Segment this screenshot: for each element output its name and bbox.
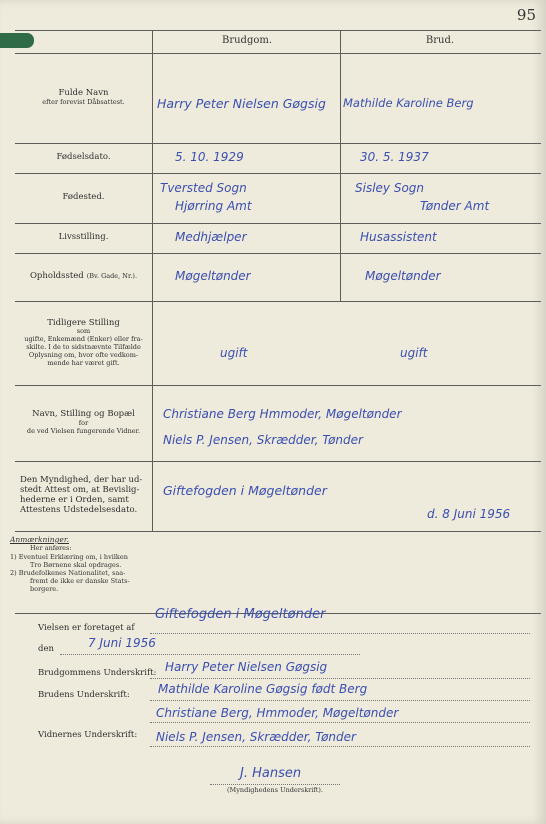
groom-signature-label: Brudgommens Underskrift: xyxy=(38,668,157,678)
ceremony-label: Vielsen er foretaget af xyxy=(38,623,135,633)
bride-birthplace-parish: Sisley Sogn xyxy=(355,181,425,195)
witness-line-2: Niels P. Jensen, Skrædder, Tønder xyxy=(163,433,363,447)
witness-signature-2: Niels P. Jensen, Skrædder, Tønder xyxy=(156,730,356,744)
label-residence: Opholdssted (Bv. Gade, Nr.). xyxy=(29,271,138,282)
bride-birthplace-county: Tønder Amt xyxy=(420,199,490,213)
bride-residence: Møgeltønder xyxy=(365,269,441,283)
label-previous-status: Tidligere Stilling som ugifte, Enkemænd (Enker) eller fra- skilte. I de to sidstnævnte Tilfælde Oplysning om, hvor ofte vedkom- mende har været gift. xyxy=(24,317,143,367)
groom-full-name: Harry Peter Nielsen Gøgsig xyxy=(157,96,326,111)
page-number: 95 xyxy=(516,6,536,24)
label-authority: Den Myndighed, der har ud- stedt Attest om, at Bevislig- hederne er i Orden, samt Attestens Udstedelsesdato. xyxy=(20,475,143,515)
column-header-bride: Brud. xyxy=(425,35,455,46)
groom-previous-status: ugift xyxy=(220,346,248,360)
witness-line-1: Christiane Berg Hmmoder, Møgeltønder xyxy=(163,407,402,421)
label-occupation: Livsstilling. xyxy=(58,232,109,243)
label-birth-date: Fødselsdato. xyxy=(56,152,111,163)
groom-birth-date: 5. 10. 1929 xyxy=(175,150,244,164)
bride-signature-label: Brudens Underskrift: xyxy=(38,690,130,700)
authority-text: Giftefogden i Møgeltønder xyxy=(163,483,327,498)
column-header-groom: Brudgom. xyxy=(221,35,273,46)
label-birthplace: Fødested. xyxy=(62,192,105,203)
groom-signature: Harry Peter Nielsen Gøgsig xyxy=(165,660,328,674)
groom-birthplace-parish: Tversted Sogn xyxy=(160,181,247,195)
ceremony-value: Giftefogden i Møgeltønder xyxy=(155,607,326,622)
bride-birth-date: 30. 5. 1937 xyxy=(360,150,429,164)
bride-occupation: Husassistent xyxy=(360,230,437,244)
witness-signature-label: Vidnernes Underskrift: xyxy=(38,730,138,740)
witness-signature-1: Christiane Berg, Hmmoder, Møgeltønder xyxy=(156,706,399,720)
label-full-name: Fulde Navn efter forevist Dåbsattest. xyxy=(42,88,125,106)
authority-date: d. 8 Juni 1956 xyxy=(427,507,511,521)
ceremony-date: 7 Juni 1956 xyxy=(88,636,156,650)
bride-signature: Mathilde Karoline Gøgsig født Berg xyxy=(158,682,368,696)
authority-signature: J. Hansen xyxy=(240,766,302,781)
bride-previous-status: ugift xyxy=(400,346,428,360)
groom-birthplace-county: Hjørring Amt xyxy=(175,199,252,213)
label-witnesses: Navn, Stilling og Bopæl for de ved Vielsen fungerende Vidner. xyxy=(26,409,141,435)
notes-section: Anmærkninger. Her anføres: 1) Eventuel Erklæring om, i hvilken Tro Børnene skal opdrages. 2) Brudefolkenes Nationalitet, saa- fremt de ikke er danske Stats- borgere. xyxy=(10,535,130,593)
bride-full-name: Mathilde Karoline Berg xyxy=(343,96,474,110)
marriage-form-table xyxy=(15,30,541,614)
groom-residence: Møgeltønder xyxy=(175,269,251,283)
authority-signature-caption: (Myndighedens Underskrift). xyxy=(227,786,323,794)
groom-occupation: Medhjælper xyxy=(175,230,247,244)
date-label: den xyxy=(38,644,54,654)
